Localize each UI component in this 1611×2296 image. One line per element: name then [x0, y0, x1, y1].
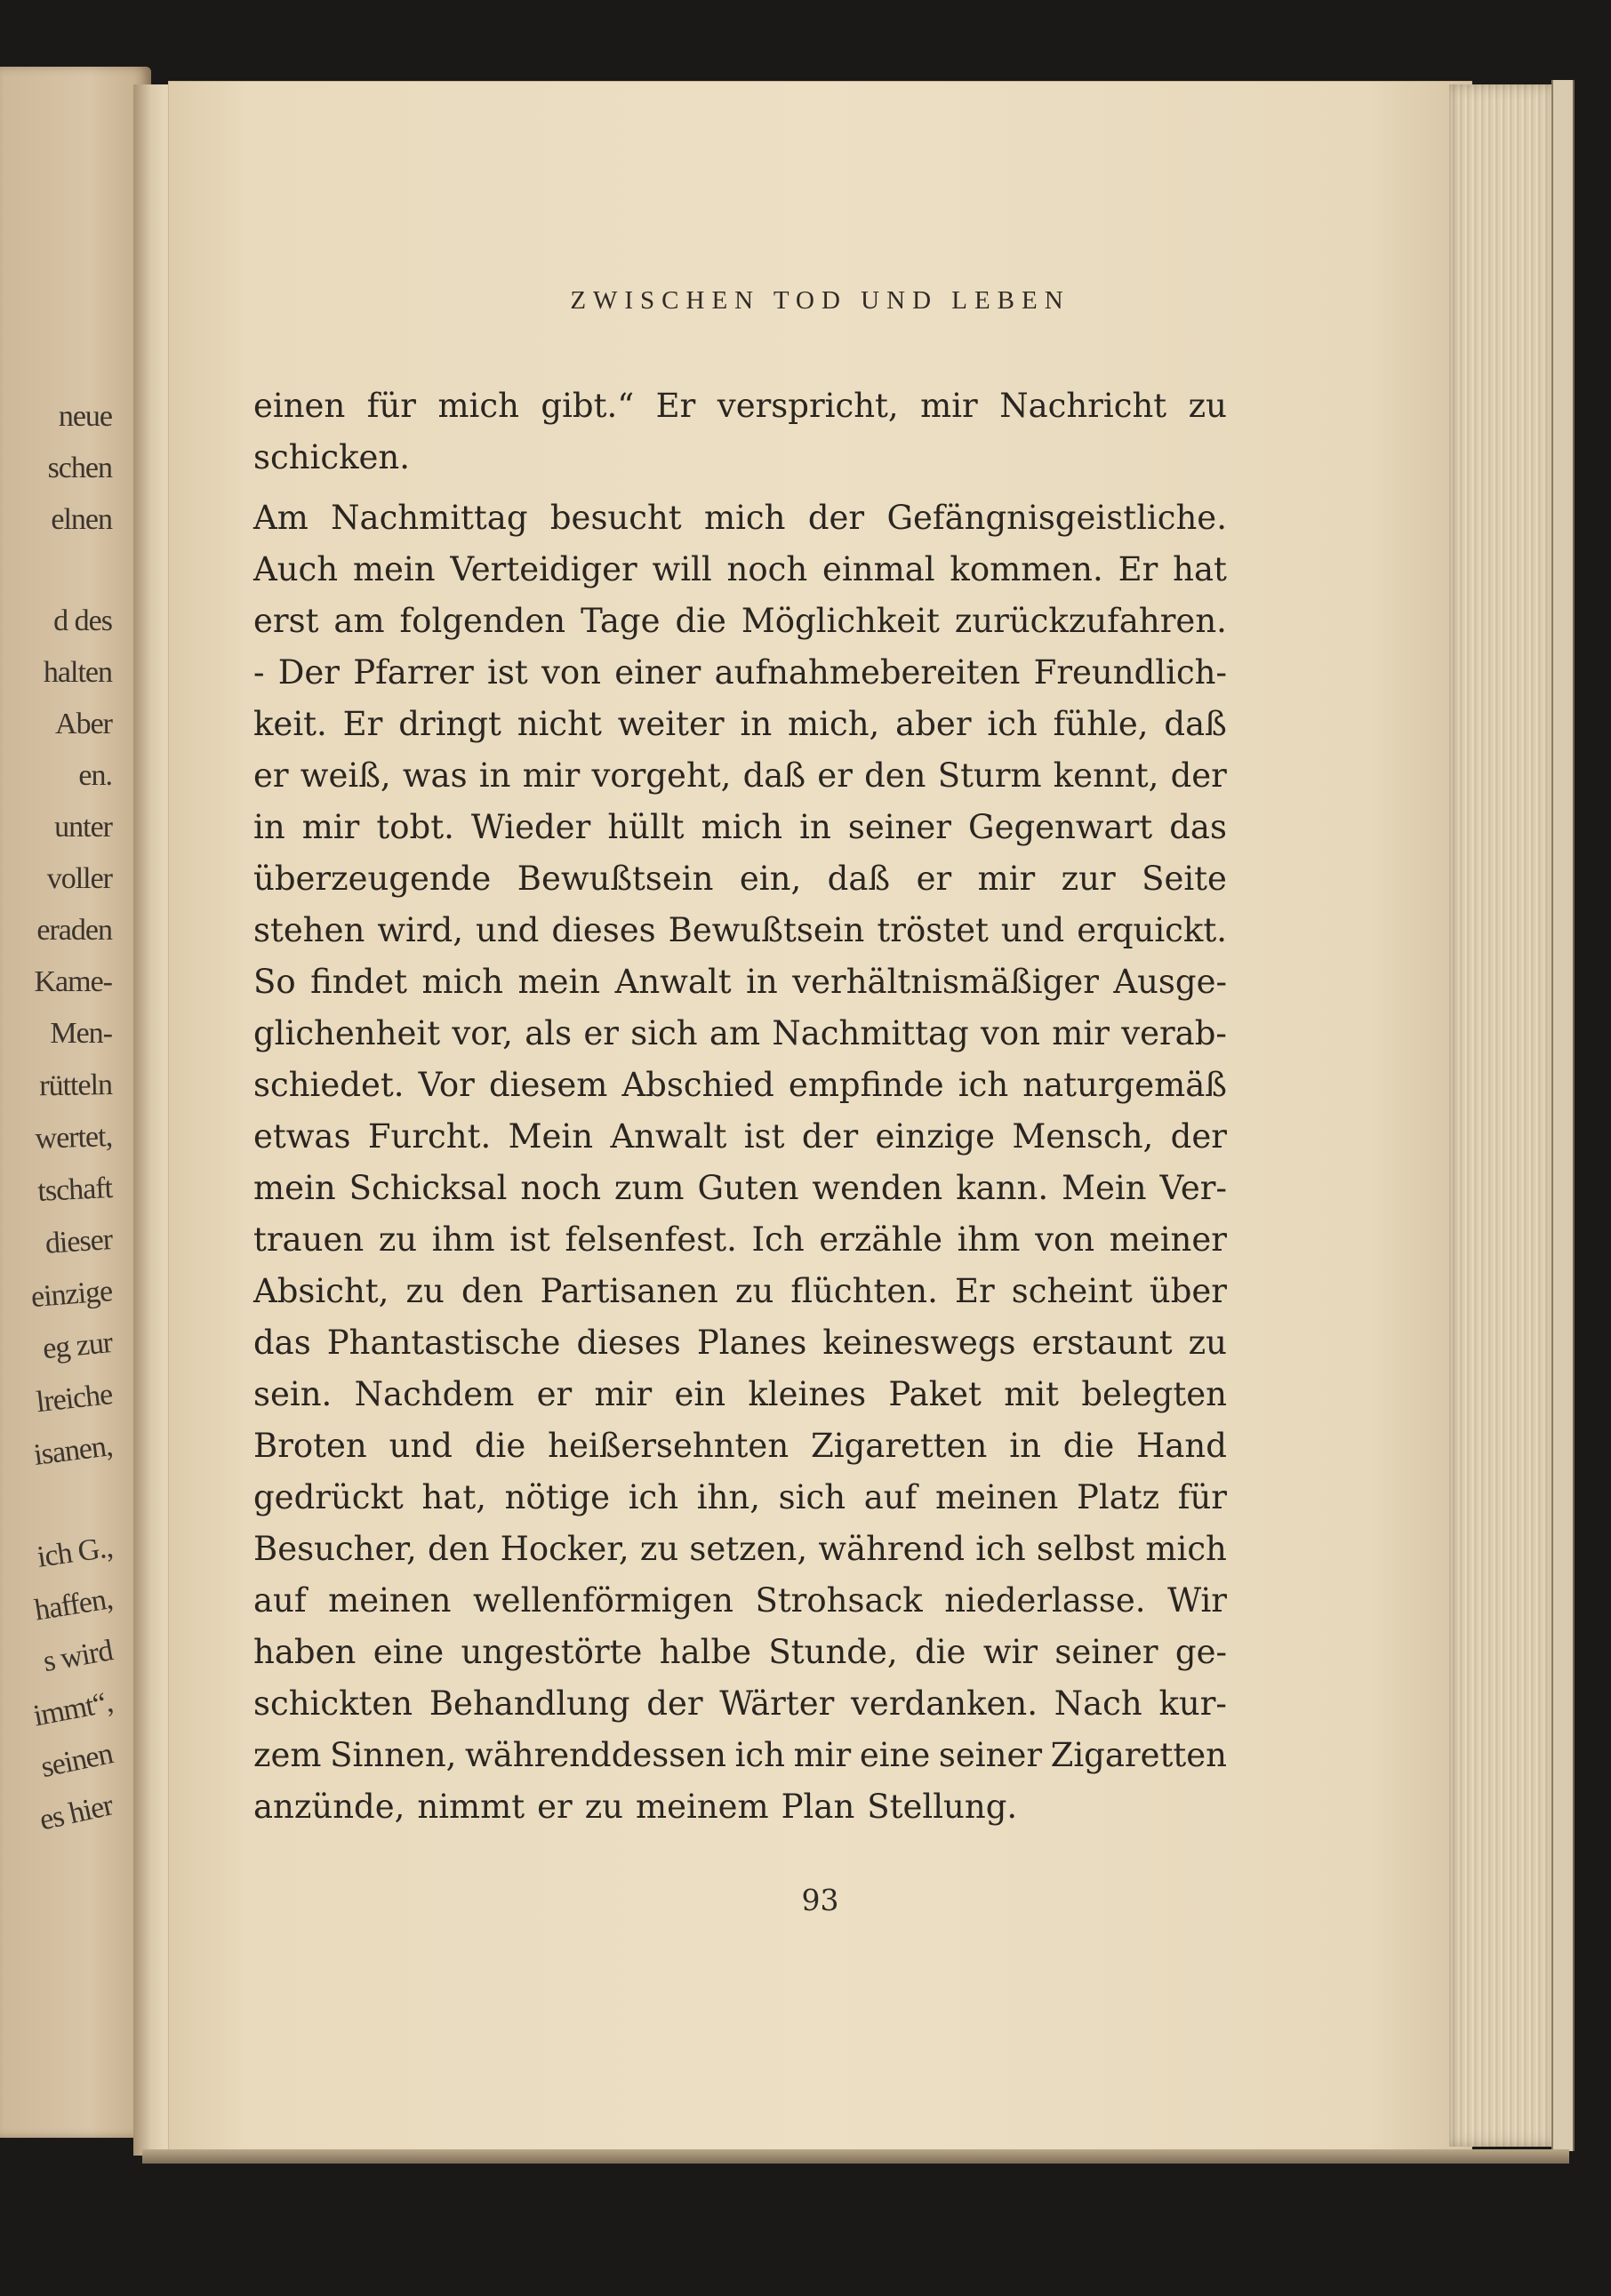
- text-line: anzünde, nimmt er zu meinem Plan Stellung.: [253, 1788, 1018, 1826]
- previous-page-fragment: Kame-: [34, 965, 112, 998]
- text-line: schicken.: [253, 438, 411, 476]
- previous-page-fragment: s wird: [40, 1634, 116, 1679]
- text-line: zem Sinnen, währenddessen ich mir eine seiner Zigaretten: [253, 1736, 1227, 1774]
- text-line: einen für mich gibt.“ Er verspricht, mir Nachricht zu: [253, 387, 1227, 425]
- text-line: das Phantastische dieses Planes keineswegs erstaunt zu: [253, 1324, 1227, 1362]
- previous-page-fragment: tschaft: [36, 1172, 113, 1208]
- book-cover-bottom: [142, 2149, 1569, 2164]
- text-line: glichenheit vor, als er sich am Nachmittag von mir verab-: [253, 1014, 1227, 1052]
- running-head: ZWISCHEN TOD UND LEBEN: [570, 286, 1070, 315]
- previous-page-fragment: isanen,: [31, 1429, 115, 1472]
- text-line: Auch mein Verteidiger will noch einmal kommen. Er hat: [253, 550, 1227, 588]
- text-line: So findet mich mein Anwalt in verhältnismäßiger Ausge-: [253, 963, 1227, 1001]
- text-line: gedrückt hat, nötige ich ihn, sich auf meinen Platz für: [253, 1478, 1227, 1516]
- text-line: auf meinen wellenförmigen Strohsack niederlasse. Wir: [253, 1581, 1227, 1620]
- text-line: etwas Furcht. Mein Anwalt ist der einzige Mensch, der: [253, 1117, 1227, 1156]
- previous-page-fragment: ich G.,: [35, 1531, 115, 1574]
- previous-page-fragment: haffen,: [32, 1582, 115, 1628]
- text-line: keit. Er dringt nicht weiter in mich, aber ich fühle, daß: [253, 705, 1227, 743]
- previous-page-fragment: schen: [47, 452, 112, 484]
- text-line: überzeugende Bewußtsein ein, daß er mir zur Seite: [253, 860, 1227, 898]
- book-cover-edge: [1551, 80, 1575, 2151]
- text-line: mein Schicksal noch zum Guten wenden kann. Mein Ver-: [253, 1169, 1227, 1207]
- previous-page-fragment: Aber: [55, 708, 112, 740]
- previous-page-fragment: lreiche: [34, 1378, 114, 1420]
- previous-page-fragment: eraden: [36, 914, 112, 947]
- page-body-text: [253, 380, 1227, 1833]
- previous-page-fragment: es hier: [36, 1788, 116, 1837]
- text-line: - Der Pfarrer ist von einer aufnahmebereiten Freundlich-: [253, 653, 1227, 692]
- text-line: in mir tobt. Wieder hüllt mich in seiner Gegenwart das: [253, 808, 1227, 846]
- previous-page-fragment: dieser: [44, 1223, 114, 1260]
- previous-page-fragment: elnen: [51, 503, 112, 536]
- previous-page-fragment: Men-: [50, 1017, 112, 1050]
- page-number: 93: [801, 1883, 839, 1917]
- text-line: Broten und die heißersehnten Zigaretten in die Hand: [253, 1427, 1227, 1465]
- text-line: er weiß, was in mir vorgeht, daß er den Sturm kennt, der: [253, 756, 1227, 795]
- previous-page-fragment: seinen: [37, 1737, 116, 1785]
- paragraph-gap: [253, 484, 1227, 492]
- text-line: schiedet. Vor diesem Abschied empfinde ich naturgemäß: [253, 1066, 1227, 1104]
- text-line: erst am folgenden Tage die Möglichkeit zurückzufahren.: [253, 602, 1227, 640]
- text-line: stehen wird, und dieses Bewußtsein tröstet und erquickt.: [253, 911, 1227, 949]
- text-line: sein. Nachdem er mir ein kleines Paket mit belegten: [253, 1375, 1227, 1413]
- previous-page: [0, 67, 151, 2138]
- previous-page-text-fragments: [5, 391, 116, 1837]
- text-line: haben eine ungestörte halbe Stunde, die wir seiner ge-: [253, 1633, 1227, 1671]
- previous-page-fragment: en.: [78, 759, 112, 792]
- previous-page-fragment: rütteln: [38, 1068, 113, 1103]
- previous-page-fragment: einzige: [29, 1275, 114, 1315]
- previous-page-fragment: eg zur: [41, 1326, 114, 1366]
- text-line: Besucher, den Hocker, zu setzen, während ich selbst mich: [253, 1530, 1227, 1568]
- text-line: Absicht, zu den Partisanen zu flüchten. Er scheint über: [253, 1272, 1227, 1310]
- previous-page-fragment: neue: [58, 400, 112, 433]
- page-block-edge: [1449, 84, 1559, 2147]
- text-line: schickten Behandlung der Wärter verdanken. Nach kur-: [253, 1684, 1227, 1723]
- previous-page-fragment: voller: [46, 862, 112, 895]
- text-line: Am Nachmittag besucht mich der Gefängnisgeistliche.: [253, 499, 1227, 537]
- previous-page-fragment: halten: [43, 656, 112, 689]
- previous-page-fragment: unter: [54, 811, 112, 844]
- previous-page-fragment: immt“,: [30, 1685, 116, 1733]
- previous-page-fragment: wertet,: [34, 1120, 113, 1156]
- previous-page-fragment: d des: [53, 604, 112, 637]
- text-line: trauen zu ihm ist felsenfest. Ich erzähle ihm von meiner: [253, 1220, 1227, 1259]
